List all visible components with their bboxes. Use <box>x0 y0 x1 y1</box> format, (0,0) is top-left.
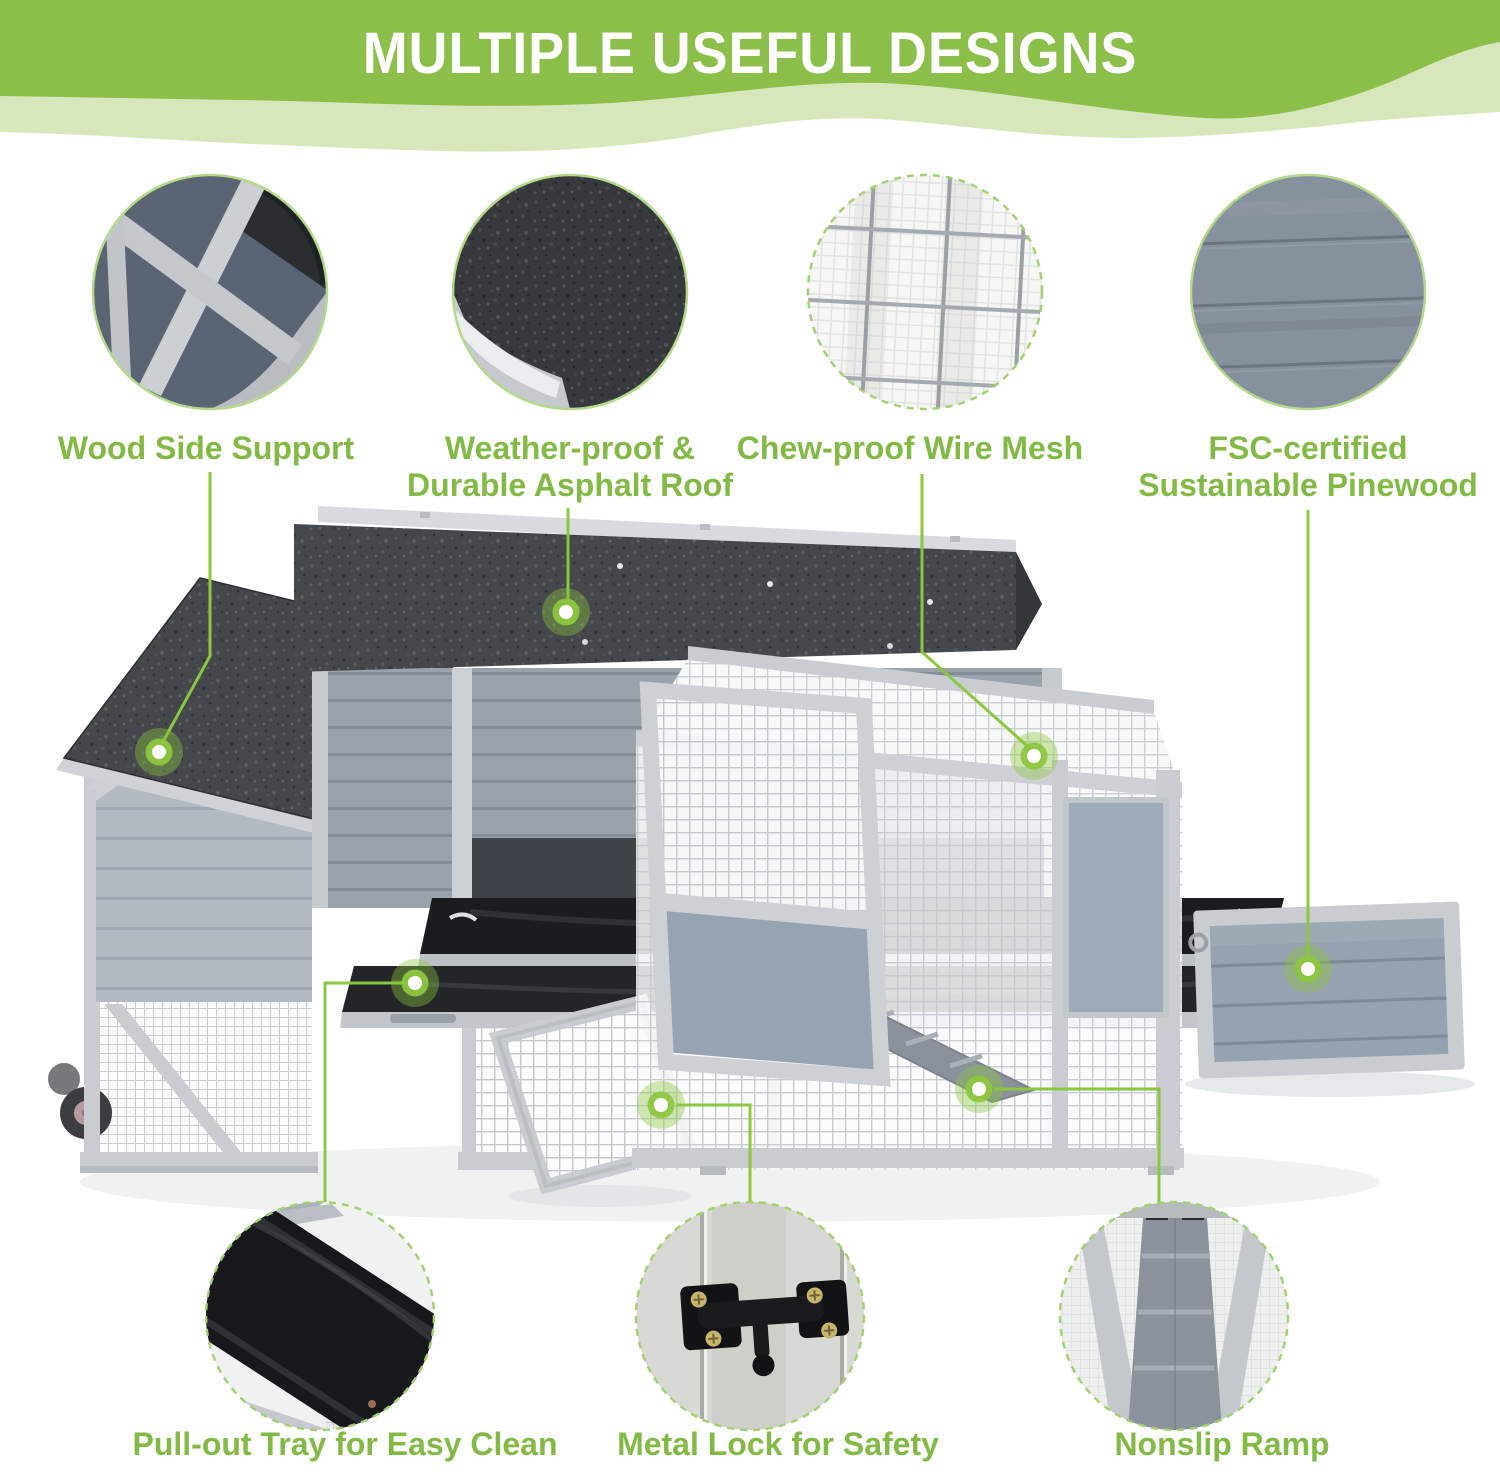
label-wood-side-support-line1: Wood Side Support <box>57 430 355 466</box>
label-wire-mesh <box>737 430 1083 467</box>
feature-photo-wood-side-support <box>93 165 327 409</box>
dot-wood-side-support <box>135 728 183 776</box>
wire-run <box>632 646 1184 1175</box>
label-pinewood-line1: FSC-certified <box>1208 430 1408 466</box>
feature-photo-asphalt-roof <box>453 175 687 409</box>
feature-photo-nonslip-ramp <box>1060 1202 1288 1430</box>
feature-photo-metal-lock <box>636 1202 864 1430</box>
coop-illustration <box>48 506 1475 1222</box>
dot-pull-out-tray <box>391 959 439 1007</box>
feature-photo-wire-mesh <box>794 164 1056 422</box>
label-pull-out-tray-text: Pull-out Tray for Easy Clean <box>132 1426 558 1462</box>
external-nest-box <box>1189 901 1465 1078</box>
label-nonslip-ramp-text: Nonslip Ramp <box>1114 1426 1330 1462</box>
label-wire-mesh-line1: Chew-proof Wire Mesh <box>736 430 1084 466</box>
label-asphalt-roof-line2: Durable Asphalt Roof <box>407 467 733 503</box>
label-wood-side-support <box>58 430 354 467</box>
label-nonslip-ramp <box>1114 1426 1329 1463</box>
label-pull-out-tray <box>133 1426 558 1463</box>
feature-photo-pinewood <box>1182 175 1438 409</box>
run-angled-door <box>640 680 890 1078</box>
dot-pinewood <box>1284 945 1332 993</box>
dot-wire-mesh <box>1010 732 1058 780</box>
label-asphalt-roof-line1: Weather-proof & <box>444 430 696 466</box>
banner-title: MULTIPLE USEFUL DESIGNS <box>362 21 1138 86</box>
label-pinewood-line2: Sustainable Pinewood <box>1138 467 1478 503</box>
label-asphalt-roof <box>407 430 733 504</box>
label-pinewood <box>1138 430 1478 504</box>
dot-asphalt-roof <box>542 588 590 636</box>
label-metal-lock <box>617 1426 939 1463</box>
label-metal-lock-text: Metal Lock for Safety <box>617 1426 939 1462</box>
dot-metal-lock <box>637 1081 685 1129</box>
dot-nonslip-ramp <box>955 1065 1003 1113</box>
